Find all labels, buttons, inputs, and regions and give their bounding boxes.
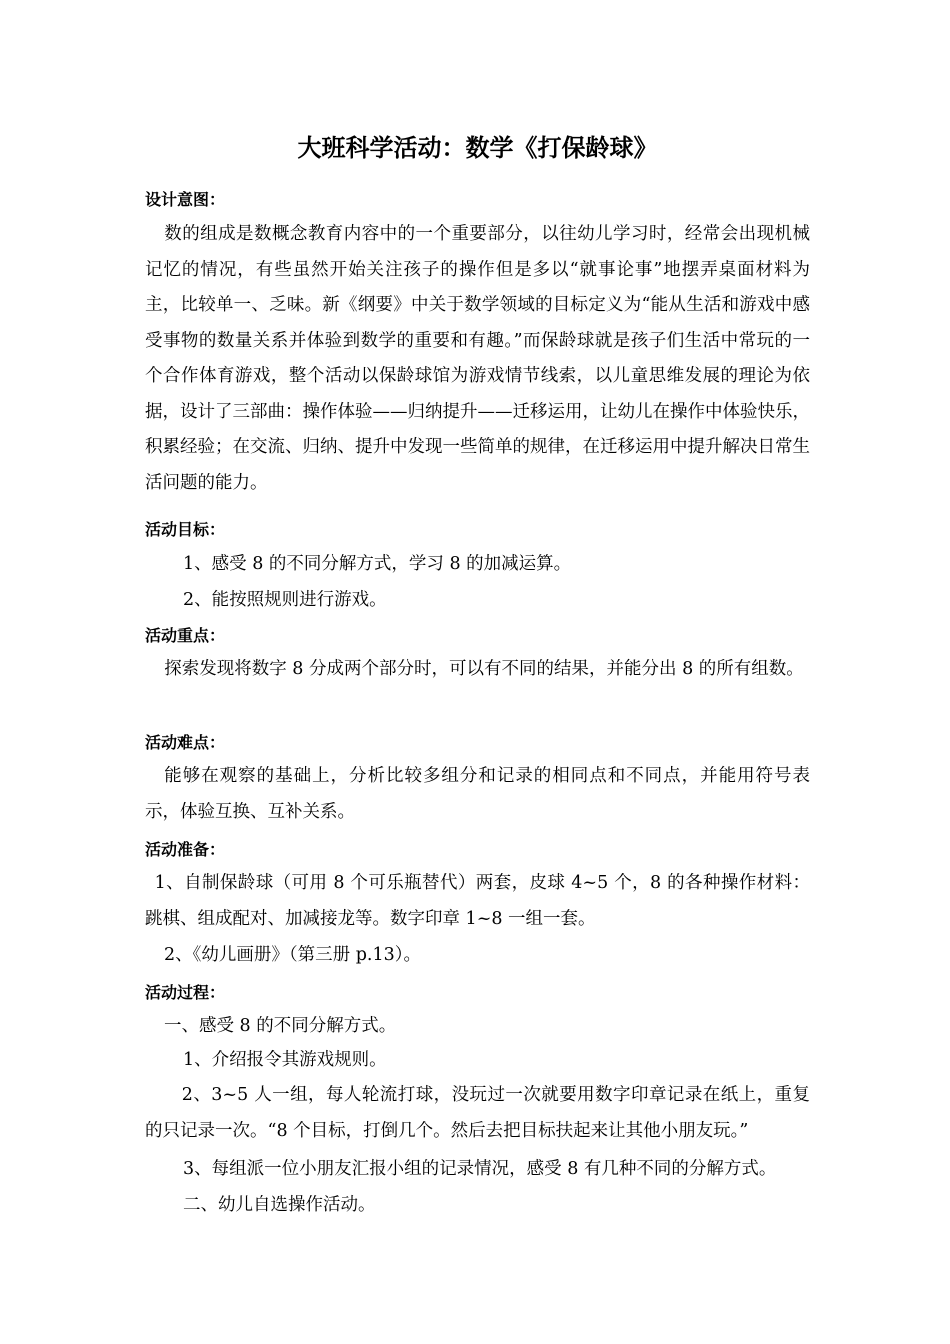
heading-difficulty: 活动难点： [145, 733, 226, 752]
heading-key-point: 活动重点： [145, 626, 226, 645]
document-title: 大班科学活动：数学《打保龄球》 [297, 133, 658, 162]
difficulty-body: 能够在观察的基础上，分析比较多组分和记录的相同点和不同点，并能用符号表示，体验互换、互补关系。 [145, 766, 810, 822]
key-point-body: 探索发现将数字 8 分成两个部分时，可以有不同的结果，并能分出 8 的所有组数。 [164, 659, 804, 679]
design-intent-body: 数的组成是数概念教育内容中的一个重要部分，以往幼儿学习时，经常会出现机械记忆的情况，有些虽然开始关注孩子的操作但是多以“就事论事”地摆弄桌面材料为主，比较单一、乏味。新《纲要》中关于数学领域的目标定义为“能从生活和游戏中感受事物的数量关系并体验到数学的重要和有趣。”而保龄球就是孩子们生活中常玩的一个合作体育游戏，整个活动以保龄球馆为游戏情节线索，以儿童思维发展的理论为依据，设计了三部曲：操作体验——归纳提升——迁移运用，让幼儿在操作中体验快乐，积累经验；在交流、归纳、提升中发现一些简单的规律，在迁移运用中提升解决日常生活问题的能力。 [145, 224, 810, 493]
heading-process: 活动过程： [145, 983, 226, 1002]
process-step-1: 一、感受 8 的不同分解方式。 [164, 1016, 397, 1036]
process-step-1-3: 3、每组派一位小朋友汇报小组的记录情况，感受 8 有几种不同的分解方式。 [183, 1159, 777, 1179]
goal-item-1: 1、感受 8 的不同分解方式，学习 8 的加减运算。 [183, 554, 572, 574]
process-step-1-1: 1、介绍报令其游戏规则。 [183, 1050, 387, 1070]
heading-preparation: 活动准备： [145, 840, 226, 859]
process-step-1-2: 2、3~5 人一组，每人轮流打球，没玩过一次就要用数字印章记录在纸上，重复的只记录一次。“8 个目标，打倒几个。然后去把目标扶起来让其他小朋友玩。” [145, 1085, 810, 1141]
heading-activity-goals: 活动目标： [145, 520, 226, 539]
preparation-item-2: 2、《幼儿画册》（第三册 p.13）。 [164, 945, 421, 965]
goal-item-2: 2、能按照规则进行游戏。 [183, 590, 387, 610]
preparation-item-1: 1、自制保龄球（可用 8 个可乐瓶替代）两套，皮球 4~5 个，8 的各种操作材料：跳棋、组成配对、加减接龙等。数字印章 1~8 一组一套。 [145, 873, 810, 929]
heading-design-intent: 设计意图： [145, 190, 226, 209]
process-step-2: 二、幼儿自选操作活动。 [183, 1195, 376, 1215]
